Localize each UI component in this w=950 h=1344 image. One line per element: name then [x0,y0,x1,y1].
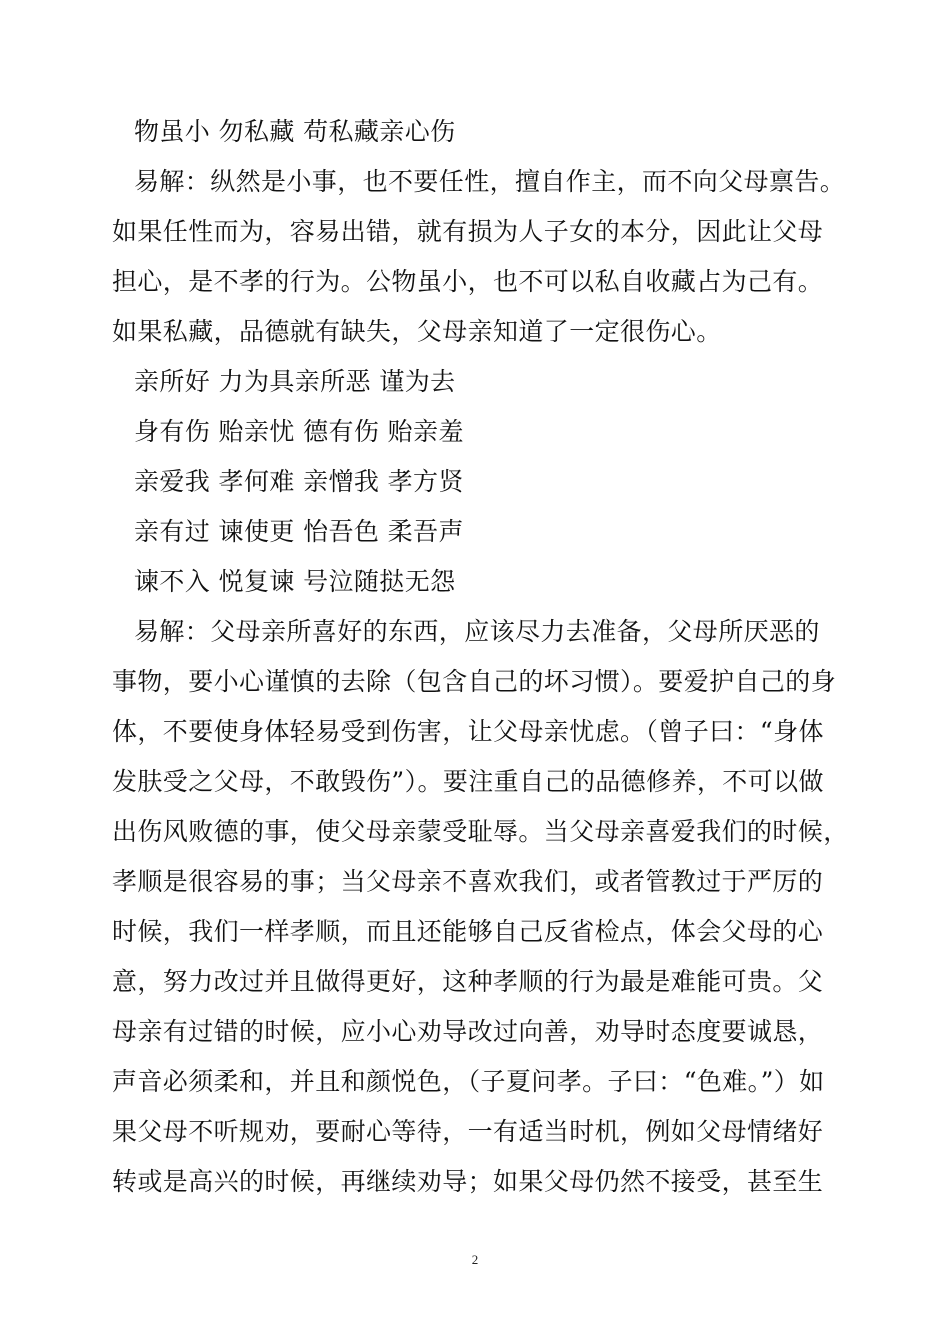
verse-line: 亲爱我 孝何难 亲憎我 孝方贤 [134,467,464,496]
page-body [112,107,849,1207]
explanation-line: 母亲有过错的时候，应小心劝导改过向善，劝导时态度要诚恳， [112,1017,824,1046]
explanation-line: 声音必须柔和，并且和颜悦色，（子夏问孝。子曰：“色难。”）如 [112,1067,825,1096]
page-number: 2 [471,1252,479,1267]
explanation-line: 易解：纵然是小事，也不要任性，擅自作主，而不向父母禀告。 [134,167,846,196]
explanation-line: 意，努力改过并且做得更好，这种孝顺的行为最是难能可贵。父 [112,967,824,996]
explanation-line: 体，不要使身体轻易受到伤害，让父母亲忧虑。（曾子曰：“身体 [112,717,824,746]
explanation-line: 如果私藏，品德就有缺失，父母亲知道了一定很伤心。 [112,317,722,346]
explanation-line: 发肤受之父母，不敢毁伤”）。要注重自己的品德修养，不可以做 [112,767,824,796]
explanation-line: 果父母不听规劝，要耐心等待，一有适当时机，例如父母情绪好 [112,1117,824,1146]
explanation-line: 担心，是不孝的行为。公物虽小，也不可以私自收藏占为己有。 [112,267,824,296]
verse-line: 谏不入 悦复谏 号泣随挞无怨 [134,567,456,596]
explanation-line: 如果任性而为，容易出错，就有损为人子女的本分，因此让父母 [112,217,824,246]
explanation-line: 时候，我们一样孝顺，而且还能够自己反省检点，体会父母的心 [112,917,824,946]
explanation-line: 孝顺是很容易的事；当父母亲不喜欢我们，或者管教过于严厉的 [112,867,824,896]
explanation-line: 转或是高兴的时候，再继续劝导；如果父母仍然不接受，甚至生 [112,1167,824,1196]
verse-line: 身有伤 贻亲忧 德有伤 贻亲羞 [134,417,464,446]
explanation-line: 易解：父母亲所喜好的东西，应该尽力去准备，父母所厌恶的 [134,617,820,646]
explanation-line: 事物，要小心谨慎的去除（包含自己的坏习惯）。要爱护自己的身 [112,667,837,696]
verse-line: 物虽小 勿私藏 苟私藏亲心伤 [134,117,456,146]
verse-line: 亲所好 力为具亲所恶 谨为去 [134,367,456,396]
verse-line: 亲有过 谏使更 怡吾色 柔吾声 [134,517,464,546]
explanation-line: 出伤风败德的事，使父母亲蒙受耻辱。当父母亲喜爱我们的时候， [112,817,849,846]
